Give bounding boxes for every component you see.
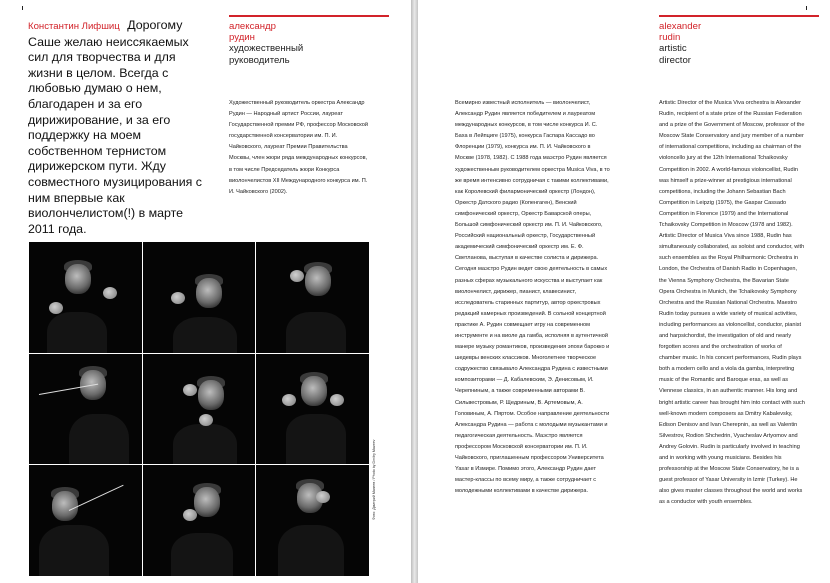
heading-name-line1: александр [229,21,276,32]
spine-gutter [411,0,418,583]
photo-6 [256,354,369,465]
photo-9 [256,465,369,576]
bio-ru: Всемирно известный исполнитель — виолончелист, Александр Рудин является победителем и лауреатом международных конкурсов, в том числе конкурса И. С. Баха в Лейпциге (1975), конкурса Гаспара Кассадо во Флоренции (1979), конкурса им. П. И. Чайковского в Москве (1978, 1982). С 1988 года маэстро Рудин является художественным руководителем оркестра Musica Viva, в то же время интенсивно сотрудничая с такими коллективами, как Королевский филармонический оркестр (Лондон), Оркестр Датского радио (Копенгаген), Венский симфонический оркестр, Оркестр Баварской оперы, Большой симфонический оркестр им. П. И. Чайковского, Российский национальный оркестр, Государственный академический симфонический оркестр им. Е. Ф. Светланова, выступая в качестве солиста и дирижера. Сегодня маэстро Рудин ведет свою деятельность в самых разных сферах музыкального искусства и выступает как виолончелист, дирижер, пианист, клавесинист, исследователь старинных партитур, автор оркестровых редакций камерных произведений. В сольной концертной практике А. Рудин совмещает игру на современном инструменте и на виоле да гамба, исполняя в аутентичной манере музыку романтиков, произведения эпохи барокко и шедевры венских классиков. Многолетнее творческое содружество связывало Александра Рудина с известными композиторами — Д. Кабалевским, Э. Денисовым, И. Черепниным, а также современными авторами В. Сильвестровым, Р. Щедриным, В. Артемовым, А. Головиным, А. Пяртом. Особое направление деятельности Александра Рудина — работа с молодыми музыкантами и педагогическая деятельность. Маэстро является профессором Московской консерватории им. П. И. Чайковского, приглашенным профессором Университета Yasar в Измире. Помимо этого, Александр Рудин дает мастер-классы по всему миру, а также сотрудничает с молодежными коллективами в качестве дирижера. [455,100,610,495]
dedication-quote [28,18,210,237]
photo-8 [143,465,256,576]
heading-role-line2: director [659,54,691,66]
heading-role-line1: художественный [229,43,304,55]
bio-en: Artistic Director of the Musica Viva orchestra is Alexander Rudin, recipient of a state prize of the Russian Federation and a prize of the Government of Moscow, professor of the Moscow State Conservatory and jury member of a number of international competitions, including as chairman of the violoncello jury at the 12th International Tchaikovsky Competition in 2002. A world-famous violoncellist, Rudin was himself a prize-winner at prestigious international competitions, including the Johann Sebastian Bach Competition in Leipzig (1975), the Gaspar Cassado Competition in Florence (1979) and the International Tchaikovsky Competition in Moscow (1978 and 1982). Artistic Director of Musica Viva since 1988, Rudin has simultaneously collaborated, as soloist and conductor, with such ensembles as the Royal Philharmonic Orchestra in London, the Orchestra of Danish Radio in Copenhagen, the Vienna Symphony Orchestra, the Bavarian State Opera Orchestra in Munich, the Tchaikovsky Symphony Orchestra and the Russian National Orchestra. Maestro Rudin today pursues a wide variety of musical activities, including performances as violoncellist, conductor, pianist and harpsichordist, the investigation of old and nearly forgotten scores and the orchestration of works of chamber music. In his concert performances, Rudin plays both a modern cello and a viola da gamba, interpreting music of the Romantic and Baroque eras, as well as Viennese classics, in an authentic manner. His long and bright artistic career has brought him into contact with such well-known modern composers as Dmitry Kabalevsky, Edison Denisov and Ivan Cherepnin, as well as Valentin Silvestrov, Rodion Shchedrin, Vyacheslav Artyomov and Andrey Golovin. Rudin is particularly involved in teaching and in working with young musicians. Besides his professorship at the Moscow State Conservatory, he is a guest professor of Yasar University in Izmir (Turkey). He also gives master classes throughout the world and works as a conductor with youth ensembles. [659,100,805,506]
bio-intro-ru: Художественный руководитель оркестра Александр Рудин — Народный артист России, лауреат Государственной премии РФ, профессор Московской государственной консерватории им. П. И. Чайковского, лауреат Премии Правительства Москвы, член жюри ряда международных конкурсов, в том числе Председатель жюри Конкурса виолончелистов XII Международного конкурса им. П. И. Чайковского (2002). [229,100,369,195]
heading-ru [229,21,303,66]
photo-7 [29,465,142,576]
heading-rule [229,15,389,17]
heading-role-line1: artistic [659,43,687,55]
heading-name-line2: rudin [659,32,681,44]
photo-2 [143,242,256,353]
photo-4 [29,354,142,465]
photo-credit: Фото: Дмитрий Мазеев / Photo by Dmitry Mazeev [372,439,376,520]
heading-en [659,21,701,66]
left-page [0,0,411,583]
heading-name-line1: alexander [659,21,702,32]
heading-rule [659,15,819,17]
crop-mark [806,6,807,10]
photo-grid [29,242,369,576]
photo-3 [256,242,369,353]
photo-5 [143,354,256,465]
quote-text: Дорогому Саше желаю неиссякаемых сил для творчества и для жизни в целом. Всегда с любовью думаю о нем, благодарен и за его дирижирование, и за его поддержку на моем собственном тернистом дирижерском пути. Жду совместного музицирования с ним впервые как виолончелистом(!) в марте 2011 года. [28,18,202,236]
quote-author: Константин Лифшиц [28,21,120,32]
heading-name-line2: рудин [229,32,255,44]
right-page [418,0,830,583]
heading-role-line2: руководитель [229,54,290,66]
crop-mark [22,6,23,10]
photo-1 [29,242,142,353]
